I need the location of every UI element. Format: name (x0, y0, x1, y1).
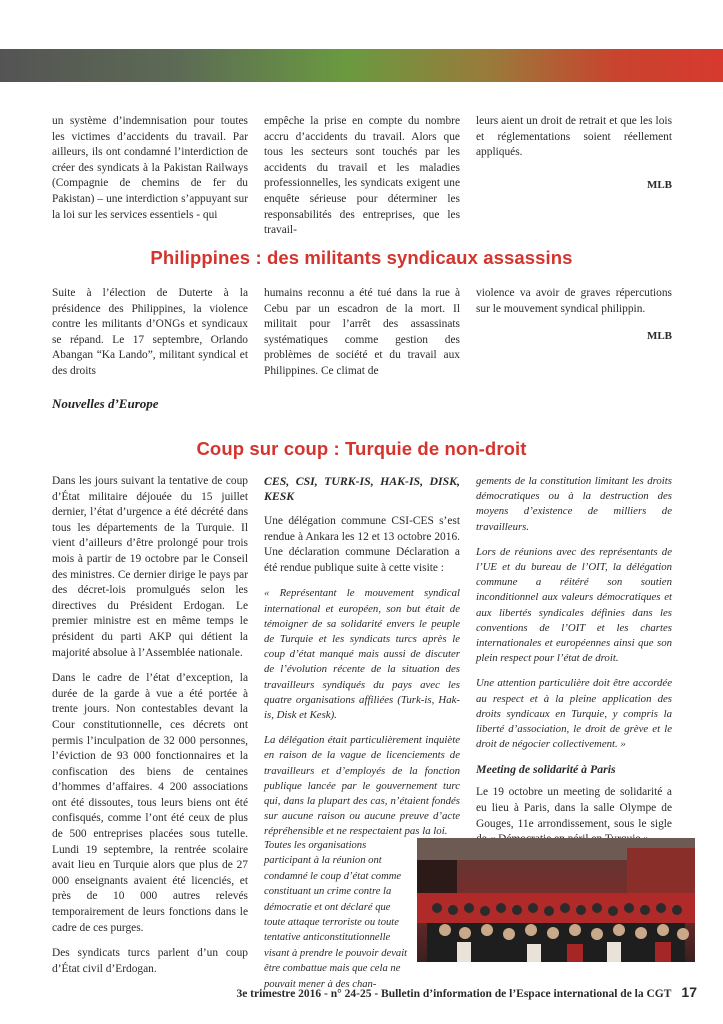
article3-column-2 (264, 474, 460, 840)
article1-signature: MLB (646, 178, 672, 191)
article3-col3-text: Le 19 octobre un meeting de solidarité a eu lieu à Paris, dans la salle Olympe de Gouges, 11e arrondissement, sous le sigle (476, 786, 672, 830)
page-footer (0, 984, 697, 1000)
article1-col2-text: empêche la prise en compte du nombre accru d’accidents du travail. Alors que tous les secteurs sont touchés par les accidents du travail et les maladies professionnelles, les syndicats exigent une enquête sérieuse pour déterminer les responsabilités des entreprises, que les travail- (264, 115, 460, 237)
article3-column-3 (476, 474, 672, 848)
article2-column-3 (476, 286, 672, 345)
footer-text: 3e trimestre 2016 - n° 24-25 - Bulletin d’information de l’Espace international de la CGT (236, 988, 672, 1000)
article3-col3-subhead: Meeting de solidarité à Paris (476, 762, 616, 777)
article3-col2-subhead: CES, CSI, TURK-IS, HAK-IS, DISK, KESK (264, 474, 460, 503)
meeting-photo (417, 838, 695, 962)
article1-column-2 (264, 114, 460, 239)
article3-col1-paragraph-1: Dans les jours suivant la tentative de coup d’État militaire déjouée du 15 juillet dernier, l’état d’urgence a été décrété dans tous les départements de la Turquie. Il vient d’ailleurs d’être prolongé pour trois mois à partir de 19 octobre par le Conseil des ministres. Ce dernier dirige le pays par des décret-lois promulgués selon les directives du Président Erdogan. Le premier ministre est en même temps le président du parti AKP qui détient la majorité absolue à l’Assemblée nationale. (52, 475, 248, 659)
article1-column-1 (52, 114, 248, 223)
article3-col1-paragraph-2: Dans le cadre de l’état d’exception, la durée de la garde à vue a été portée à trente jours. Non contestables devant la Cour constitutionnelle, ces décrets ont permis l’inculpation de 32 000 personnes, l’éviction de 93 000 fonctionnaires et la confiscation des biens de centaines d’hommes d’affaires. 4 200 associations ont été dissoutes, tous leurs biens ont été confisqués, comme l’ont été ceux de plus de 500 entreprises placées sous tutelle. Lundi 19 septembre, la rentrée scolaire avait lieu en Turquie alors que plus de 27 000 enseignants avaient été licenciés, et près de 10 000 autres relevés temporairement de leurs fonctions dans le cadre de ces purges. (52, 672, 248, 934)
article3-col2-quote-3-box (264, 838, 410, 992)
article3-col3-quote-3: Une attention particulière doit être accordée au respect et à la pleine application des droits syndicaux en Turquie, y compris la liberté d’association, le droit de grève et le droit de négocier collectivement. » (476, 677, 672, 751)
article2-headline: Philippines : des militants syndicaux assassins (150, 247, 573, 268)
article2-col3-text: violence va avoir de graves répercutions sur le mouvement syndical philippin. (476, 287, 672, 315)
article2-column-1 (52, 286, 248, 380)
section-title: Nouvelles d’Europe (52, 396, 159, 411)
article3-col1-paragraph-3: Des syndicats turcs parlent d’un coup d’État civil d’Erdogan. (52, 947, 248, 975)
article1-col3-text: leurs aient un droit de retrait et que les lois et réglementations soient réellement appliqués. (476, 115, 672, 159)
article3-col2-quote-1: « Représentant le mouvement syndical international et européen, son but était de témoigner de sa solidarité envers le peuple de Turquie et les syndicats turcs après le coup d’état manqué mais aussi de discuter de l’évolution récente de la situation des travailleurs syndiqués du pays avec les quatre organisations affiliées (Turk-is, Hak-is, Disk et Kesk). (264, 587, 460, 721)
article1-col1-text: un système d’indemnisation pour toutes les victimes d’accidents du travail. Par ailleurs, ils ont condamné l’interdiction de créer des syndicats à la Pakistan Railways (Compagnie de chemins de fer du Pakistan) – une interdiction s’appuyant sur la loi sur les services essentiels - qui (52, 115, 248, 221)
article3-headline: Coup sur coup : Turquie de non-droit (196, 438, 527, 459)
article2-column-2 (264, 286, 460, 380)
article3-col2-intro: Une délégation commune CSI-CES s’est rendue à Ankara les 12 et 13 octobre 2016. Une déclaration commune Déclaration a été rendue publique suite à cette visite : (264, 515, 460, 574)
article3-column-1 (52, 474, 248, 977)
article3-col3-quote-1: gements de la constitution limitant les droits démocratiques ou à la destruction des moyens d’existence de milliers de travailleurs. (476, 475, 672, 533)
article1-column-3 (476, 114, 672, 193)
article3-col2-quote-3: Toutes les organisations participant à la réunion ont condamné le coup d’état comme constituant un crime contre la démocratie et ont déclaré que toute attaque terroriste ou toute tentative anticonstitutionnelle visant à prendre le pouvoir devait être combattue mais que cela ne pouvait mener à des chan- (264, 840, 408, 990)
article3-col3-quote-2: Lors de réunions avec des représentants de l’UE et du bureau de l’OIT, la délégation commune a réitéré son soutien inconditionnel aux valeurs démocratiques et aux libertés syndicales définies dans les conventions de l’OIT et les chartes internationales et européennes ainsi que son plein respect pour l’état de droit. (476, 545, 672, 665)
article2-col1-text: Suite à l’élection de Duterte à la présidence des Philippines, la violence contre les militants d’ONGs et syndicaux se répand. Le 17 septembre, Orlando Abangan “Ka Lando”, militant syndical et des droits (52, 287, 248, 377)
article2-col2-text: humains reconnu a été tué dans la rue à Cebu par un escadron de la mort. Il militait pour l’arrêt des assassinats systématiques comme gestion des problèmes de société et du travail aux Philippines. Ce climat de (264, 287, 460, 377)
header-banner (0, 49, 723, 82)
article2-signature: MLB (646, 330, 672, 343)
meeting-photo-image (417, 838, 695, 962)
article3-col2-quote-2: La délégation était particulièrement inquiète en raison de la vague de licenciements de travailleurs et d’employés de la fonction publique lancée par le gouvernement turc qui, dans la plupart des cas, n’étaient fondés sur aucune raison ou aucune preuve d’acte répréhensible et ne respectaient pas la loi. (264, 734, 460, 838)
page-number: 17 (681, 984, 697, 1000)
